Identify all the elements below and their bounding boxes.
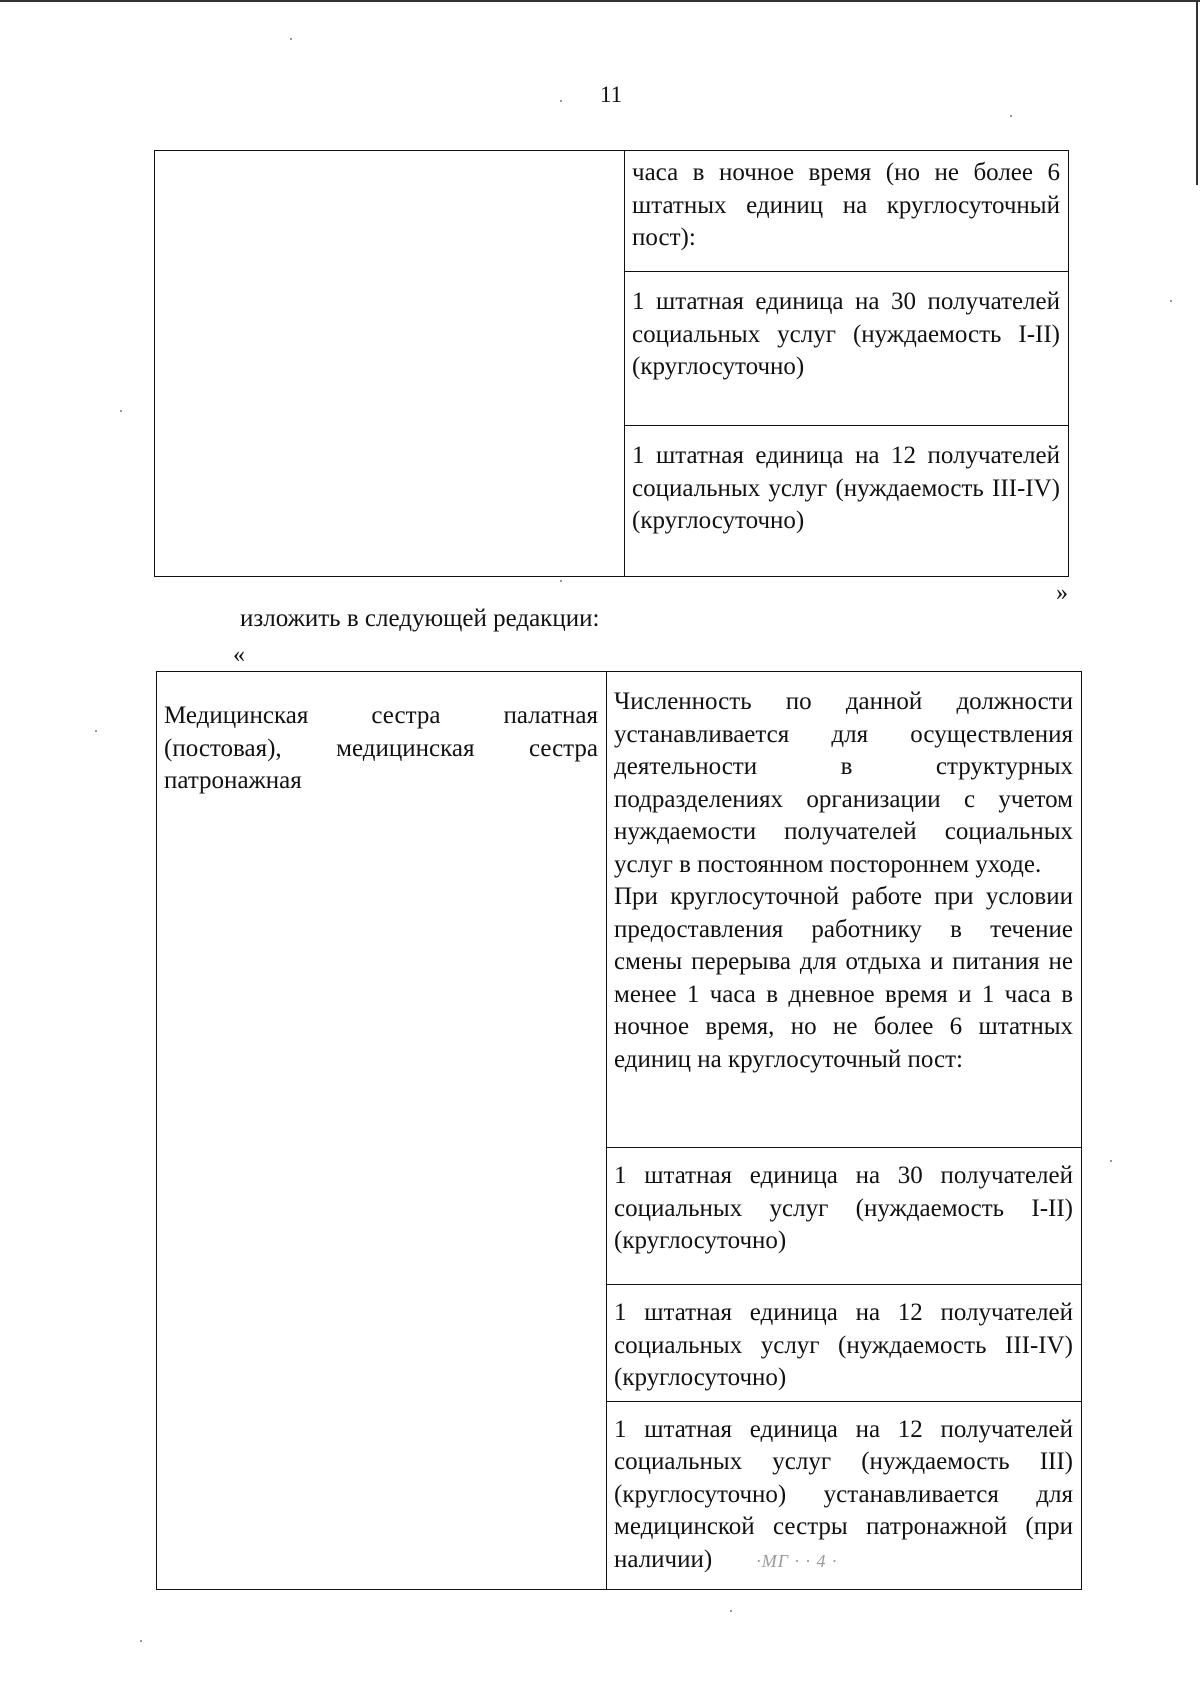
scan-speck (1010, 115, 1012, 117)
faint-stamp: ·МГ · · 4 · (756, 1550, 838, 1571)
norm-row-3: 1 штатная единица на 12 получателей социальных услуг (нуждаемость III-IV) (круглосуточно) (614, 1299, 1073, 1391)
norms-cell (607, 672, 1082, 1148)
scan-speck (560, 100, 562, 102)
page-number: 11 (600, 82, 623, 107)
scan-speck (95, 730, 97, 732)
closing-quote: » (1056, 580, 1068, 606)
old-table-right-cell (625, 426, 1069, 577)
position-title: Медицинская сестра палатная (постовая), медицинская сестра патронажная (164, 702, 598, 794)
old-table-right-cell (625, 272, 1069, 426)
scan-edge-top (0, 0, 1200, 2)
scan-speck (1170, 300, 1172, 302)
norms-cell (607, 1401, 1082, 1589)
old-table (154, 150, 1069, 577)
norms-cell (607, 1285, 1082, 1402)
old-table-row1-text: часа в ночное время (но не более 6 штатных единиц на круглосуточный пост): (632, 159, 1060, 251)
scan-speck (290, 38, 292, 40)
norm-row-4 (614, 1414, 1073, 1578)
scan-edge-right (1196, 0, 1198, 185)
scan-speck (140, 1640, 142, 1642)
position-cell (157, 672, 607, 1590)
norm-row-4-text: 1 штатная единица на 12 получателей социальных услуг (нуждаемость III) (круглосуточно) устанавливается для медицинской сестры патронажной (при наличии) (614, 1415, 1073, 1573)
scan-speck (1110, 1160, 1112, 1162)
norms-paragraph-1: Численность по данной должности устанавливается для осуществления деятельности в структурных подразделениях организации с учетом нуждаемости получателей социальных услуг в постоянном постороннем уходе. (614, 688, 1073, 878)
opening-quote: « (233, 642, 245, 668)
new-table (156, 671, 1082, 1590)
scan-speck (730, 1610, 732, 1612)
norms-paragraph-2: При круглосуточной работе при условии предоставления работнику в течение смены перерыва для отдыха и питания не менее 1 часа в дневное время и 1 часа в ночное время, но не более 6 штатных единиц на круглосуточный пост: (614, 883, 1073, 1073)
intro-text: изложить в следующей редакции: (240, 605, 600, 632)
norm-row-2: 1 штатная единица на 30 получателей социальных услуг (нуждаемость I-II) (круглосуточно) (614, 1162, 1073, 1254)
old-table-left-cell (155, 151, 625, 577)
scan-speck (560, 580, 562, 582)
old-table-right-cell (625, 151, 1069, 272)
scan-speck (120, 410, 122, 412)
norms-cell (607, 1148, 1082, 1285)
old-table-row2-text: 1 штатная единица на 30 получателей социальных услуг (нуждаемость I-II) (круглосуточно) (632, 288, 1060, 380)
table-row (155, 151, 1069, 272)
old-table-row3-text: 1 штатная единица на 12 получателей социальных услуг (нуждаемость III-IV) (круглосуточно) (632, 442, 1060, 534)
table-row (157, 672, 1082, 1148)
